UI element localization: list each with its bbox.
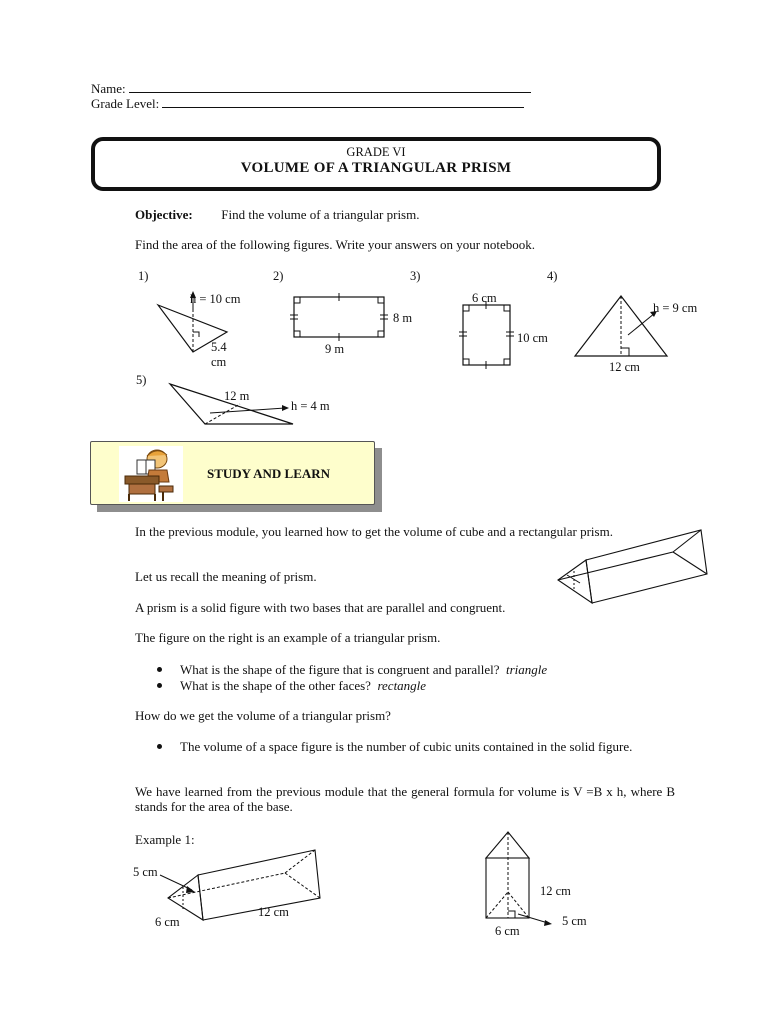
figure-4-number: 4)	[547, 269, 558, 283]
page-title: VOLUME OF A TRIANGULAR PRISM	[240, 160, 512, 176]
example-1-figures	[120, 820, 720, 945]
example-1-vertical-prism	[486, 832, 587, 938]
figure-5-base: 12 m	[224, 389, 250, 403]
example-1-right-base: 6 cm	[495, 924, 520, 938]
bullet-3-text: The volume of a space figure is the number of cubic units contained in the solid figure.	[180, 739, 633, 754]
figure-5-height: h = 4 m	[291, 399, 330, 413]
objective-text: Find the volume of a triangular prism.	[221, 207, 420, 222]
figure-1-base: 5.4	[211, 340, 227, 354]
paragraph-how-volume: How do we get the volume of a triangular prism?	[135, 708, 391, 723]
example-1-left-length: 12 cm	[258, 905, 289, 919]
study-banner	[90, 441, 375, 505]
figure-2-side: 8 m	[393, 311, 413, 325]
figure-1-triangle	[158, 291, 241, 369]
paragraph-figure-example: The figure on the right is an example of a triangular prism.	[135, 630, 441, 645]
figure-5-number: 5)	[136, 373, 147, 387]
objective	[135, 207, 419, 223]
bullet-volume-definition	[160, 739, 680, 754]
figure-2-rectangle	[290, 293, 412, 356]
bullet-congruent-shape	[160, 662, 680, 677]
bullet-other-faces	[160, 678, 680, 693]
figure-3-side: 10 cm	[517, 331, 548, 345]
grade-title: GRADE VI	[346, 145, 406, 159]
paragraph-recall: Let us recall the meaning of prism.	[135, 569, 317, 584]
paragraph-previous-module: In the previous module, you learned how to get the volume of cube and a rectangular prism.	[135, 524, 613, 539]
study-banner-label: STUDY AND LEARN	[207, 466, 331, 481]
area-figures	[0, 260, 768, 435]
example-1-right-height: 12 cm	[540, 884, 571, 898]
figure-3-number: 3)	[410, 269, 421, 283]
instruction: Find the area of the following figures. Write your answers on your notebook.	[135, 237, 535, 252]
bullet-dot	[157, 683, 162, 688]
figure-1-height: h = 10 cm	[190, 292, 241, 306]
figure-2-number: 2)	[273, 269, 284, 283]
name-underline	[129, 80, 531, 93]
bullet-1-answer: triangle	[505, 662, 548, 677]
figure-4-height: h = 9 cm	[653, 301, 698, 315]
paragraph-formula: We have learned from the previous module that the general formula for volume is V =B x h, where B stands for the area of the base.	[135, 784, 675, 814]
example-1-left-base: 6 cm	[155, 915, 180, 929]
figure-4-triangle	[575, 296, 697, 374]
grade-level-field	[91, 95, 524, 112]
example-label: Example 1:	[135, 832, 195, 847]
figure-1-base-unit: cm	[211, 355, 227, 369]
title-box	[91, 137, 661, 191]
bullet-dot	[157, 744, 162, 749]
bullet-2-answer: rectangle	[377, 678, 427, 693]
figure-1-number: 1)	[138, 269, 149, 283]
paragraph-prism-definition: A prism is a solid figure with two bases that are parallel and congruent.	[135, 600, 506, 615]
student-reading-icon	[119, 446, 183, 502]
figure-2-bottom: 9 m	[325, 342, 345, 356]
figure-4-base: 12 cm	[609, 360, 640, 374]
triangular-prism-illustration	[550, 525, 715, 610]
name-label: Name:	[91, 81, 126, 96]
example-1-horizontal-prism	[133, 850, 320, 929]
grade-level-underline	[162, 95, 524, 108]
bullet-1-question: What is the shape of the figure that is congruent and parallel?	[180, 662, 500, 677]
figure-3-top: 6 cm	[472, 291, 497, 305]
figure-3-rectangle	[459, 291, 548, 369]
objective-label: Objective:	[135, 207, 193, 222]
bullet-dot	[157, 667, 162, 672]
example-1-right-side: 5 cm	[562, 914, 587, 928]
bullet-2-question: What is the shape of the other faces?	[180, 678, 371, 693]
example-1-left-side: 5 cm	[133, 865, 158, 879]
figure-5-triangle	[170, 384, 330, 424]
grade-level-label: Grade Level:	[91, 96, 160, 111]
